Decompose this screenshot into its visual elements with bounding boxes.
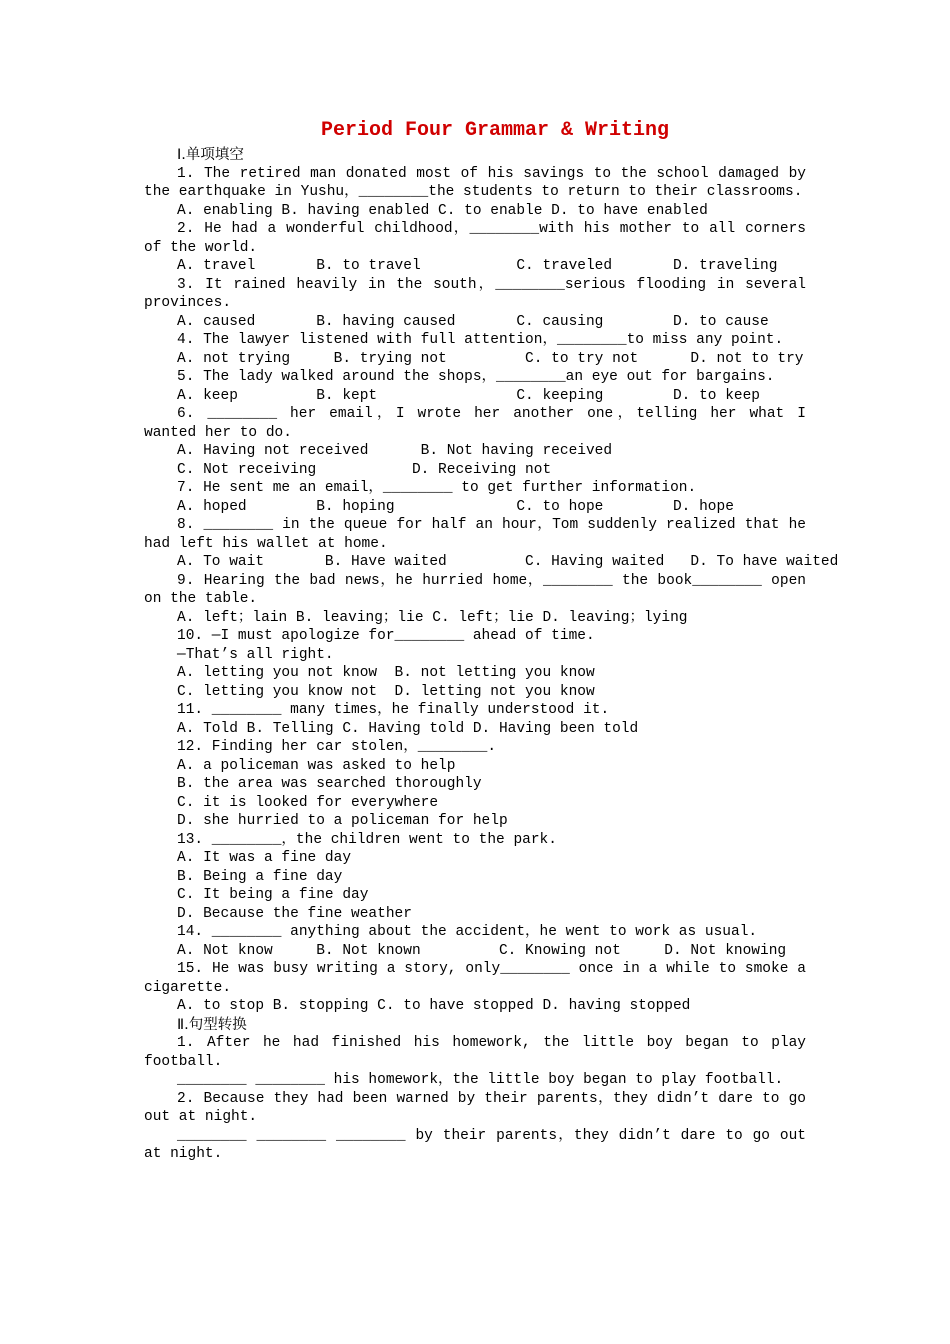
question-stem: 4. The lawyer listened with full attention，________to miss any point. (177, 332, 784, 348)
question-options: C. It being a fine day (177, 887, 369, 903)
question-stem: 8. ________ in the queue for half an hour，Tom suddenly realized that he had left his wallet at home. (144, 517, 806, 552)
question-options: C. it is looked for everywhere (177, 794, 439, 811)
page-title: Period Four Grammar & Writing (320, 119, 670, 142)
question-options: C. Not receiving D. Receiving not (177, 461, 552, 478)
question-stem: 6. ________ her email，I wrote her another one，telling her what I wanted her to do. (144, 406, 806, 441)
question-options: A. hoped B. hoping C. to hope D. hope (177, 498, 734, 515)
transformation-stem: 2. Because they had been warned by their parents，they didn’t dare to go out at night. (144, 1090, 806, 1125)
section-heading-transformation: Ⅱ.句型转换 (177, 1016, 247, 1033)
question-stem: 11. ________ many times，he finally understood it. (177, 702, 610, 718)
transformation-answer-line: ________ ________ ________ by their parents，they didn’t dare to go out at night. (144, 1127, 806, 1162)
question-options: C. letting you know not D. letting not you know (177, 683, 595, 700)
question-stem: 5. The lady walked around the shops，________an eye out for bargains. (177, 369, 775, 385)
question-stem: 7. He sent me an email，________ to get further information. (177, 480, 697, 496)
worksheet (144, 118, 839, 1164)
question-options: A. It was a fine day (177, 850, 352, 866)
question-reply: —That’s all right. (177, 646, 334, 663)
question-options: A. not trying B. trying not C. to try not D. not to try (177, 350, 804, 367)
question-options: A. to stop B. stopping C. to have stopped D. having stopped (177, 998, 691, 1014)
question-options: A. letting you not know B. not letting you know (177, 665, 595, 681)
question-stem: 2. He had a wonderful childhood，________with his mother to all corners of the world. (144, 221, 806, 256)
question-options: B. the area was searched thoroughly (177, 776, 482, 792)
question-options: A. enabling B. having enabled C. to enable D. to have enabled (177, 202, 708, 219)
section-heading-multiple-choice: Ⅰ.单项填空 (177, 147, 244, 163)
question-stem: 1. The retired man donated most of his savings to the school damaged by the earthquake in Yushu，________the students to return to their classrooms. (144, 165, 806, 200)
question-stem: 9. Hearing the bad news，he hurried home，________ the book________ open on the table. (144, 572, 806, 607)
question-stem: 13. ________，the children went to the park. (177, 831, 557, 848)
question-stem: 15. He was busy writing a story, only________ once in a while to smoke a cigarette. (144, 961, 806, 996)
question-options: A. left；lain B. leaving；lie C. left；lie D. leaving；lying (177, 609, 688, 626)
question-options: B. Being a fine day (177, 868, 343, 885)
question-options: A. keep B. kept C. keeping D. to keep (177, 387, 760, 404)
question-options: A. Told B. Telling C. Having told D. Having been told (177, 720, 639, 737)
question-options: A. travel B. to travel C. traveled D. traveling (177, 258, 778, 274)
question-stem: 12. Finding her car stolen，________. (177, 739, 497, 755)
question-options: A. Having not received B. Not having received (177, 443, 613, 459)
question-options: A. caused B. having caused C. causing D. to cause (177, 313, 769, 330)
question-stem: 10. —I must apologize for________ ahead of time. (177, 628, 595, 644)
question-options: A. To wait B. Have waited C. Having waited D. To have waited (177, 554, 839, 570)
question-options: A. Not know B. Not known C. Knowing not D. Not knowing (177, 942, 787, 959)
question-stem: 3. It rained heavily in the south，________serious flooding in several provinces. (144, 276, 806, 311)
question-options: A. a policeman was asked to help (177, 757, 456, 774)
question-options: D. she hurried to a policeman for help (177, 813, 508, 829)
question-stem: 14. ________ anything about the accident，he went to work as usual. (177, 924, 758, 940)
question-options: D. Because the fine weather (177, 905, 412, 922)
transformation-answer-line: ________ ________ his homework，the little boy began to play football. (177, 1072, 784, 1088)
transformation-stem: 1. After he had finished his homework, the little boy began to play football. (144, 1035, 806, 1070)
